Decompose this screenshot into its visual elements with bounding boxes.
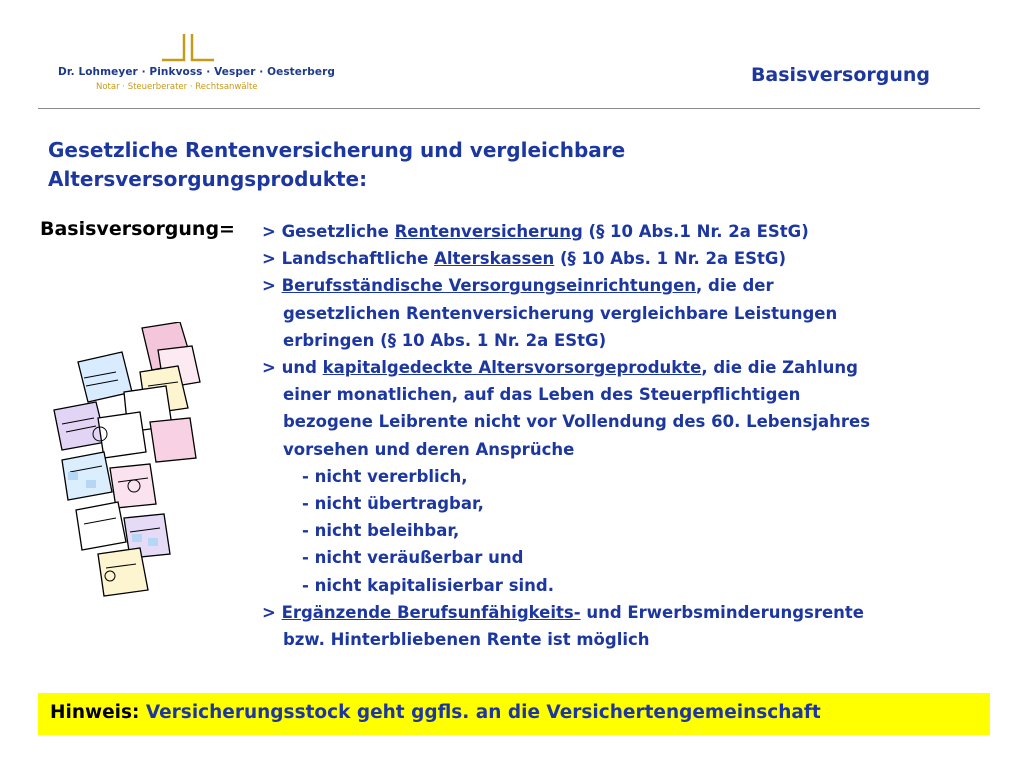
condition-item: - nicht beleihbar, <box>302 521 460 541</box>
item-prefix: > Gesetzliche <box>262 222 395 241</box>
firm-logo <box>58 30 336 94</box>
basisversorgung-label: Basisversorgung= <box>40 218 235 240</box>
logo-professions: Notar · Steuerberater · Rechtsanwälte <box>96 82 258 92</box>
item-suffix: und Erwerbsminderungsrente <box>580 602 864 622</box>
link-rentenversicherung[interactable]: Rentenversicherung <box>394 222 583 241</box>
heading-line-1: Gesetzliche Rentenversicherung und vergleichbare <box>48 138 626 162</box>
scattered-papers-clipart <box>40 322 220 607</box>
condition-item: - nicht vererblich, <box>302 466 468 486</box>
heading-line-2: Altersversorgungsprodukte: <box>48 167 368 191</box>
item-suffix: , die die Zahlung <box>701 358 858 378</box>
logo-firm-name: Dr. Lohmeyer · Pinkvoss · Vesper · Oesterberg <box>58 66 336 78</box>
item-berufsunfaehigkeit <box>262 599 992 626</box>
item-continuation: erbringen (§ 10 Abs. 1 Nr. 2a EStG) <box>283 330 607 350</box>
item-suffix: (§ 10 Abs. 1 Nr. 2a EStG) <box>554 249 786 269</box>
hint-label: Hinweis: <box>50 702 140 723</box>
item-gesetzliche-rente <box>262 218 992 245</box>
basis-item-list <box>262 218 992 653</box>
section-heading <box>48 136 625 194</box>
condition-item: - nicht übertragbar, <box>302 494 484 514</box>
link-kapitalgedeckte-produkte[interactable]: kapitalgedeckte Altersvorsorgeprodukte <box>322 358 702 378</box>
link-alterskassen[interactable]: Alterskassen <box>434 249 555 269</box>
item-continuation: einer monatlichen, auf das Leben des Steuerpflichtigen <box>283 385 801 405</box>
item-continuation: bezogene Leibrente nicht vor Vollendung des 60. Lebensjahres <box>283 412 871 432</box>
item-continuation: gesetzlichen Rentenversicherung vergleichbare Leistungen <box>283 303 838 323</box>
item-suffix: (§ 10 Abs.1 Nr. 2a EStG) <box>582 222 809 241</box>
item-kapitalgedeckt <box>262 354 992 381</box>
item-landschaftliche-alterskassen <box>262 245 992 272</box>
item-prefix: > Landschaftliche <box>262 249 435 269</box>
item-suffix: , die der <box>696 276 774 296</box>
hint-box <box>38 693 990 735</box>
firm-logo-mark <box>58 30 318 66</box>
item-continuation: vorsehen und deren Ansprüche <box>283 439 575 459</box>
item-berufsstaendische <box>262 272 992 299</box>
link-berufsstaendische-versorgung[interactable]: Berufsständische Versorgungseinrichtungen <box>281 276 697 296</box>
link-berufsunfaehigkeit[interactable]: Ergänzende Berufsunfähigkeits- <box>281 602 581 622</box>
condition-item: - nicht kapitalisierbar sind. <box>302 575 554 595</box>
condition-item: - nicht veräußerbar und <box>302 548 524 568</box>
item-prefix: > <box>262 602 282 622</box>
item-prefix: > und <box>262 358 323 378</box>
hint-text: Versicherungsstock geht ggfls. an die Versichertengemeinschaft <box>139 702 821 723</box>
item-prefix: > <box>262 276 282 296</box>
item-continuation: bzw. Hinterbliebenen Rente ist möglich <box>283 630 650 650</box>
slide-title: Basisversorgung <box>750 64 930 86</box>
header-divider <box>38 108 980 109</box>
